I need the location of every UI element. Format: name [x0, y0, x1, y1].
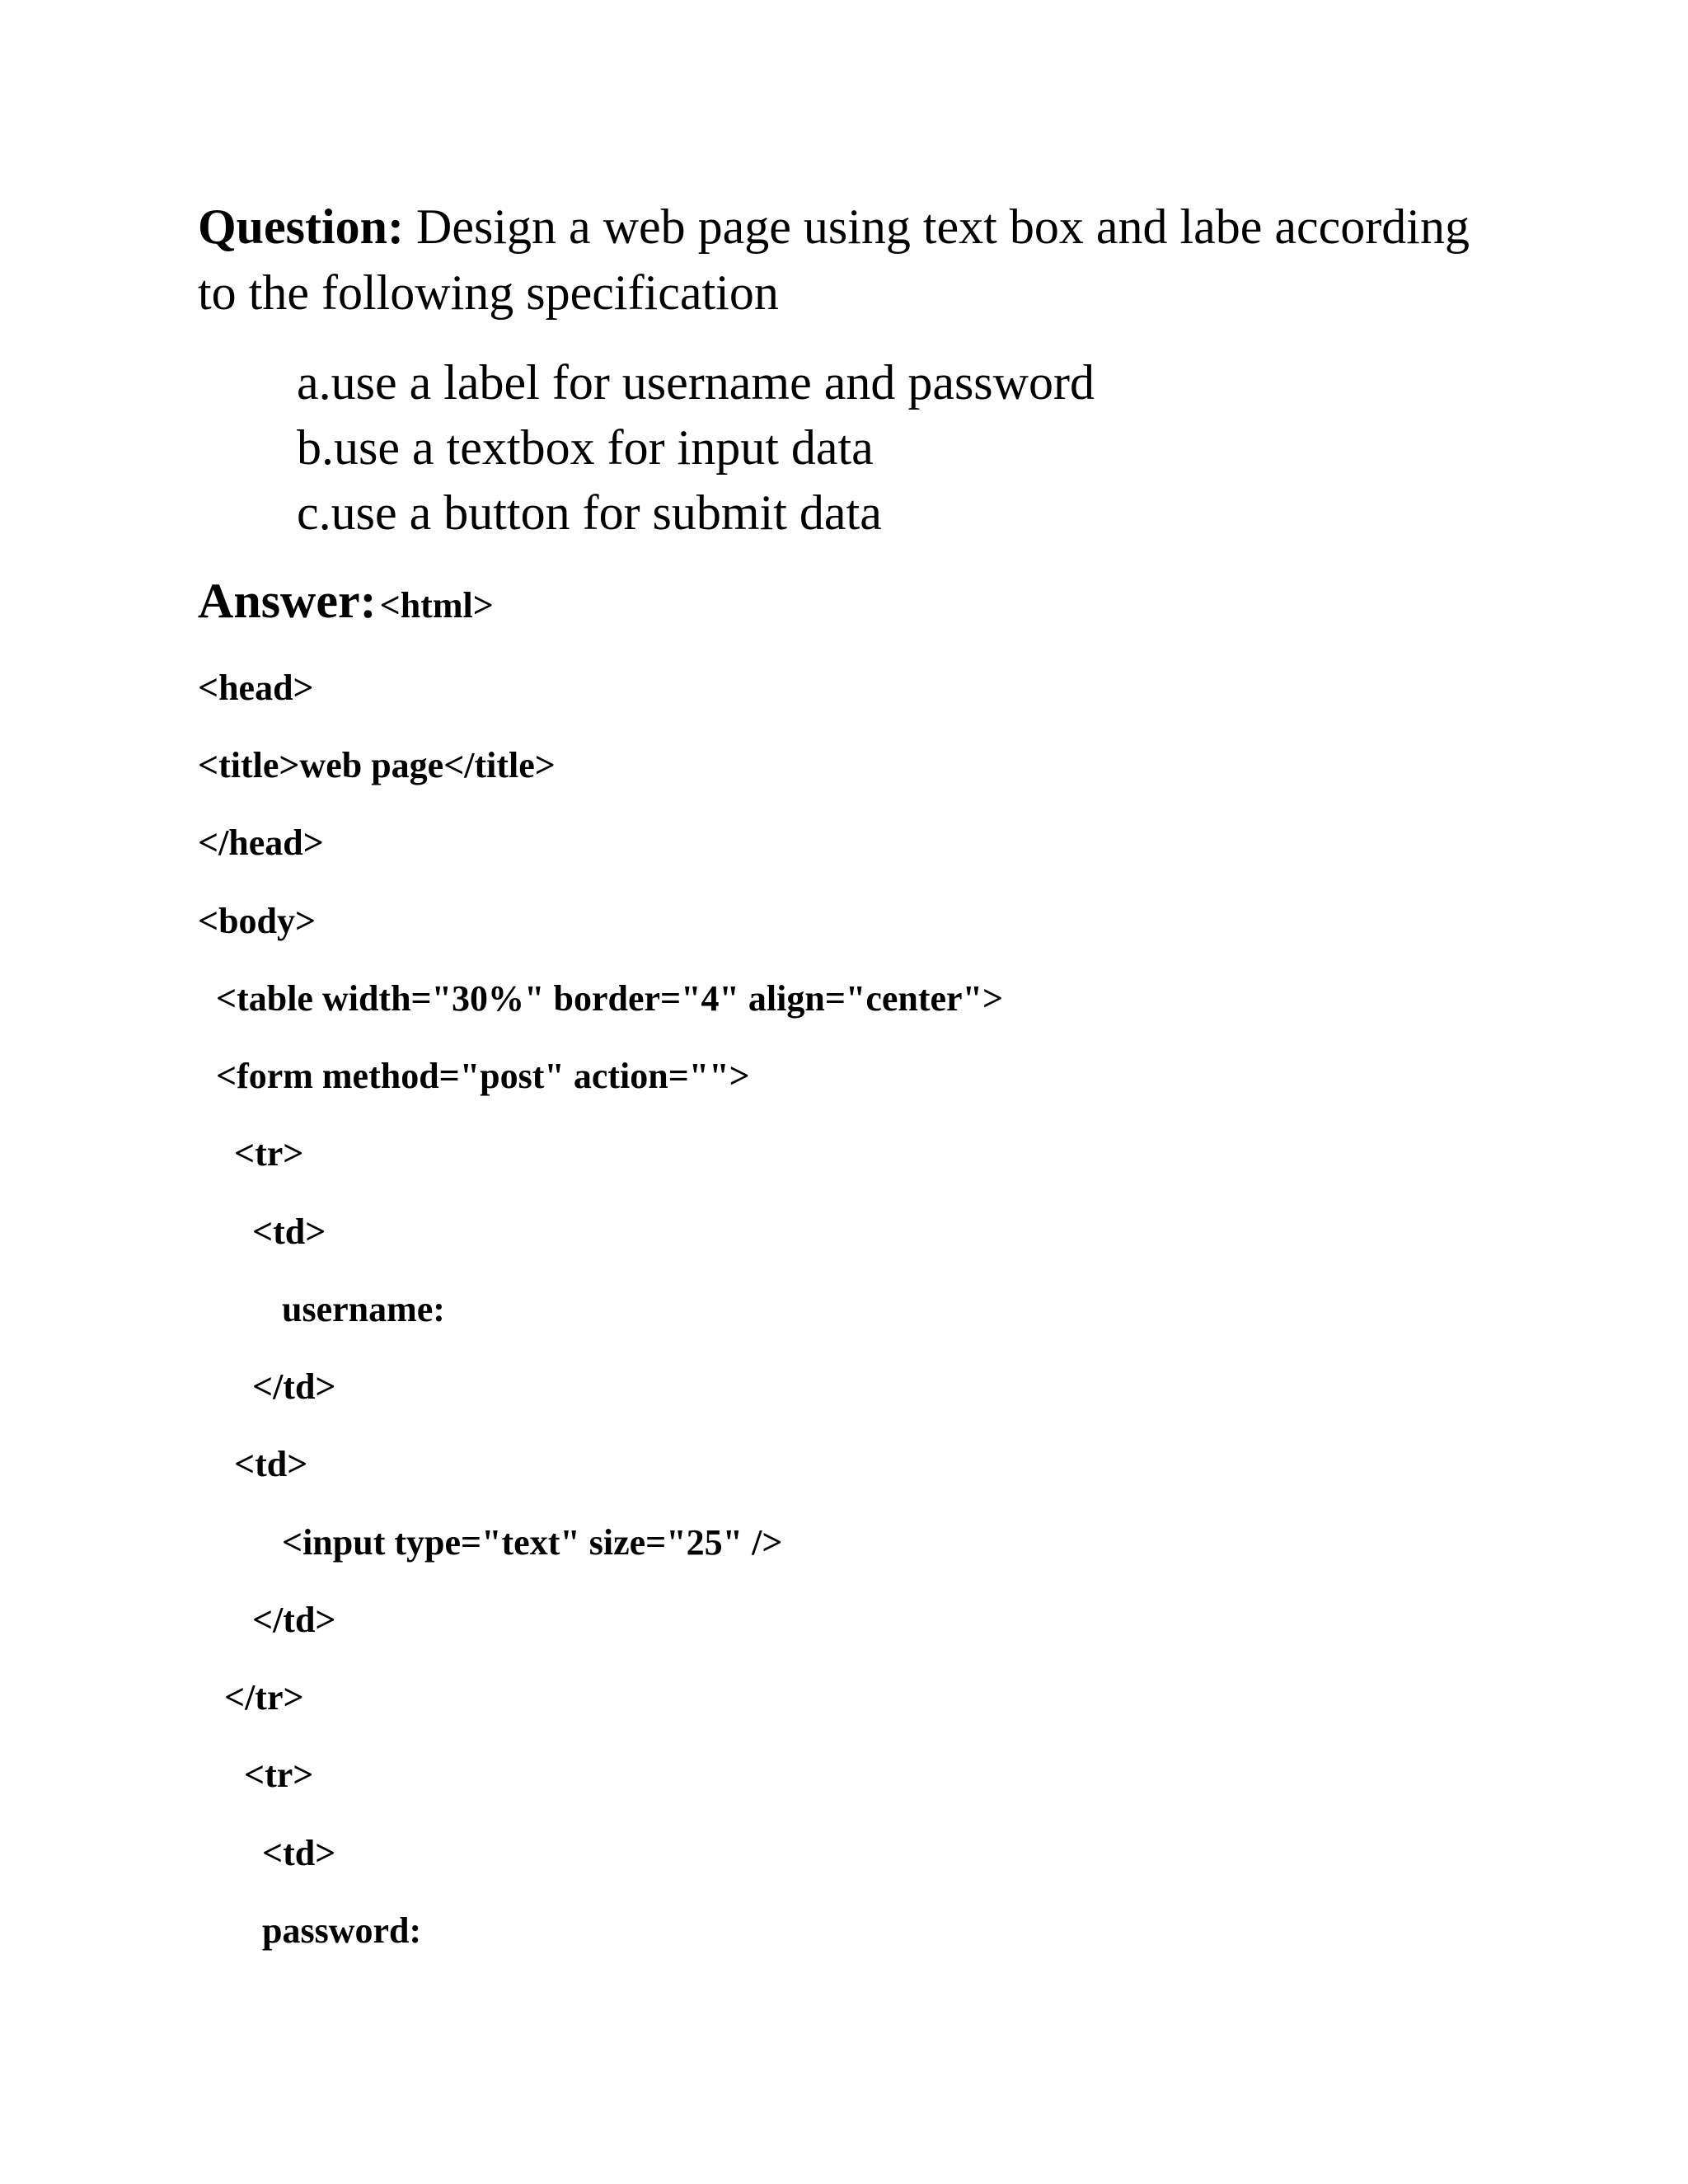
code-line: <form method="post" action=""> — [216, 1056, 750, 1096]
code-line: <title>web page</title> — [198, 745, 556, 785]
code-line: <tr> — [244, 1755, 314, 1795]
code-line: username: — [282, 1289, 445, 1329]
specification-item: a.use a label for username and password — [297, 355, 1095, 410]
code-line: <body> — [198, 901, 316, 941]
answer-label: Answer: — [198, 574, 377, 628]
question-text: Design a web page using text box and labe according to the following specification — [198, 199, 1470, 320]
code-line: <td> — [262, 1833, 336, 1873]
code-line: </td> — [252, 1366, 336, 1407]
code-line: <table width="30%" border="4" align="center"> — [216, 978, 1004, 1019]
code-line: <head> — [198, 668, 314, 708]
code-line: <tr> — [234, 1133, 304, 1174]
answer-heading — [198, 573, 494, 630]
specification-item: c.use a button for submit data — [297, 485, 882, 540]
question-paragraph — [198, 194, 1517, 326]
specification-list — [297, 350, 1095, 546]
code-line: </td> — [252, 1600, 336, 1640]
code-line: </tr> — [224, 1677, 304, 1718]
question-label: Question: — [198, 199, 405, 254]
code-line: <td> — [234, 1444, 308, 1484]
code-line: password: — [262, 1910, 422, 1951]
specification-item: b.use a textbox for input data — [297, 420, 874, 475]
code-line: <html> — [379, 585, 494, 626]
code-line: <td> — [252, 1212, 326, 1252]
code-line: </head> — [198, 823, 324, 863]
code-line: <input type="text" size="25" /> — [282, 1522, 783, 1563]
